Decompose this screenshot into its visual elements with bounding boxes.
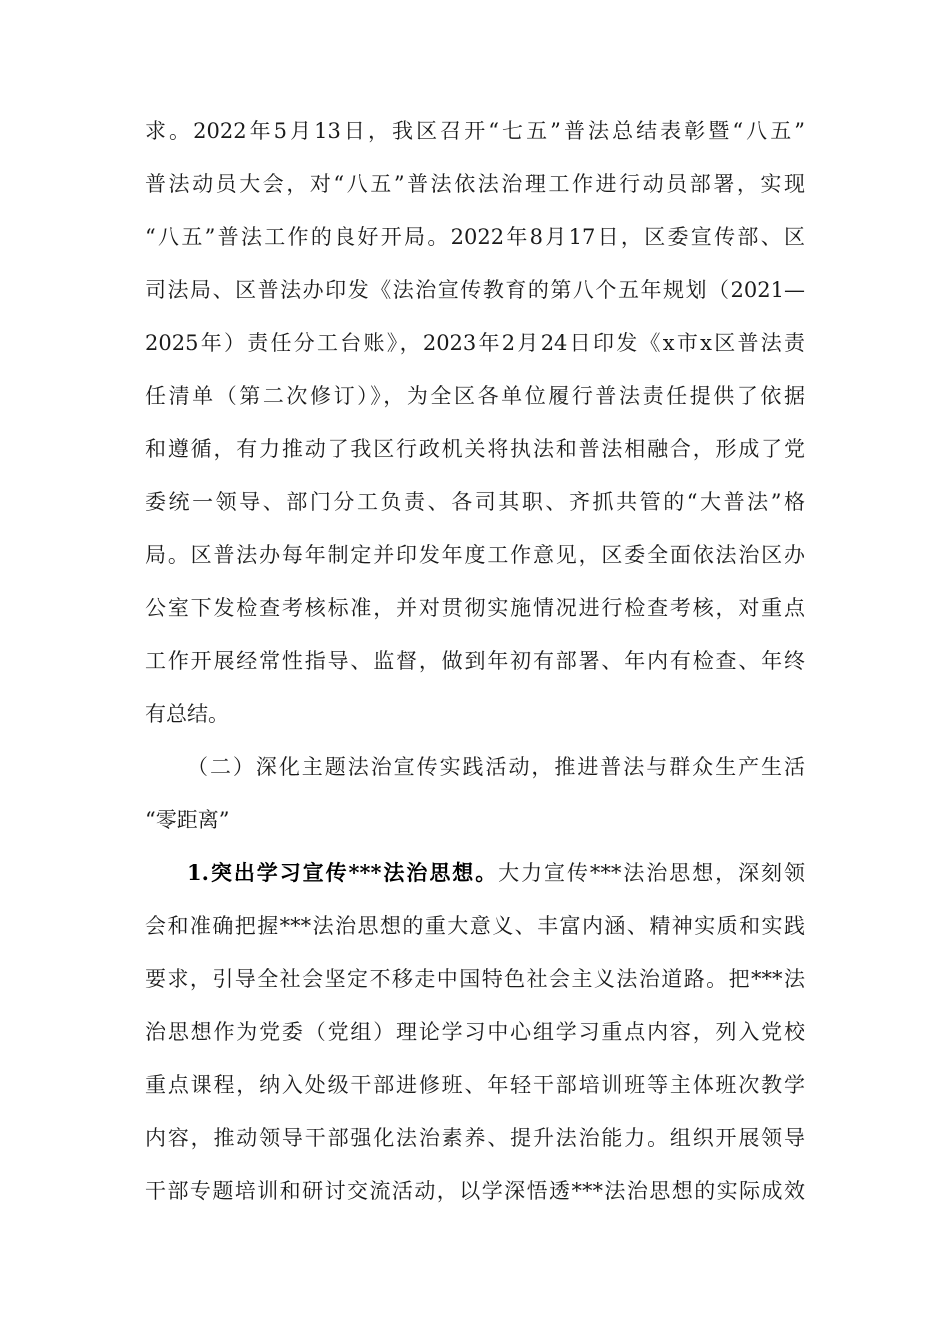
- paragraph-line: 治思想作为党委（党组）理论学习中心组学习重点内容，列入党校: [145, 1020, 805, 1044]
- paragraph-line: 委统一领导、部门分工负责、各司其职、齐抓共管的“大普法”格: [145, 490, 805, 514]
- paragraph-line: 公室下发检查考核标准，并对贯彻实施情况进行检查考核，对重点: [145, 596, 805, 620]
- paragraph-line: 内容，推动领导干部强化法治素养、提升法治能力。组织开展领导: [145, 1126, 805, 1150]
- paragraph-line: 普法动员大会，对“八五”普法依法治理工作进行动员部署，实现: [145, 172, 805, 196]
- subsection-text: 大力宣传***法治思想，深刻领: [498, 861, 805, 885]
- subsection-title: 1.突出学习宣传***法治思想。: [187, 860, 499, 885]
- paragraph-line: 重点课程，纳入处级干部进修班、年轻干部培训班等主体班次教学: [145, 1073, 805, 1097]
- subsection-first-line: [187, 846, 805, 900]
- section-heading-continuation: “零距离”: [145, 808, 230, 832]
- paragraph-line: 司法局、区普法办印发《法治宣传教育的第八个五年规划（2021—: [145, 278, 805, 302]
- section-heading: （二）深化主题法治宣传实践活动，推进普法与群众生产生活: [187, 755, 805, 779]
- paragraph-line: 有总结。: [145, 702, 229, 726]
- paragraph-line: 和遵循，有力推动了我区行政机关将执法和普法相融合，形成了党: [145, 437, 805, 461]
- paragraph-line: 求。2022年5月13日，我区召开“七五”普法总结表彰暨“八五”: [145, 119, 805, 143]
- paragraph-line: 局。区普法办每年制定并印发年度工作意见，区委全面依法治区办: [145, 543, 805, 567]
- paragraph-line: 工作开展经常性指导、监督，做到年初有部署、年内有检查、年终: [145, 649, 805, 673]
- paragraph-line: 会和准确把握***法治思想的重大意义、丰富内涵、精神实质和实践: [145, 914, 805, 938]
- paragraph-line: 干部专题培训和研讨交流活动，以学深悟透***法治思想的实际成效: [145, 1179, 805, 1203]
- paragraph-line: “八五”普法工作的良好开局。2022年8月17日，区委宣传部、区: [145, 225, 805, 249]
- paragraph-line: 任清单（第二次修订）》，为全区各单位履行普法责任提供了依据: [145, 384, 805, 408]
- paragraph-line: 2025年）责任分工台账》，2023年2月24日印发《x市x区普法责: [145, 331, 805, 355]
- paragraph-line: 要求，引导全社会坚定不移走中国特色社会主义法治道路。把***法: [145, 967, 805, 991]
